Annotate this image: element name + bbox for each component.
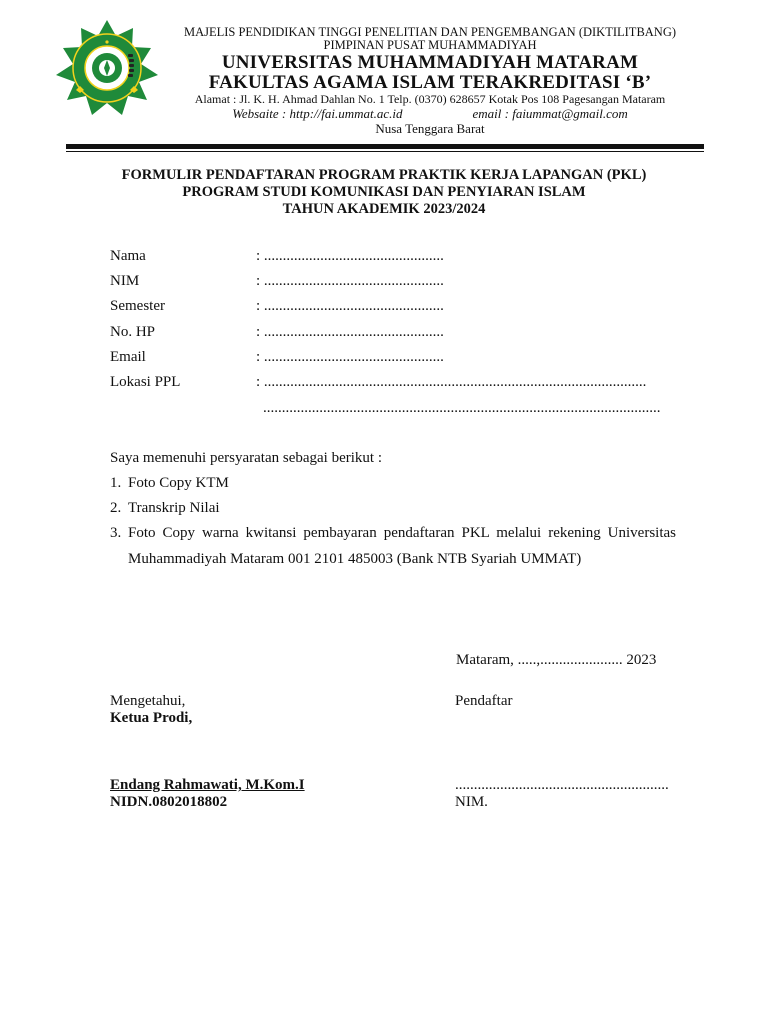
registrant-name-line[interactable]: ......................................................... (455, 777, 669, 793)
acknowledged-heading: Mengetahui, (110, 693, 186, 709)
field-value-lokasi-ppl[interactable]: : ...................................................................................................... (256, 374, 647, 390)
registrant-nim: NIM. (455, 794, 488, 810)
head-of-program-nidn: NIDN.0802018802 (110, 794, 228, 810)
header-address: Alamat : Jl. K. H. Ahmad Dahlan No. 1 Telp. (0370) 628657 Kotak Pos 108 Pagesangan Mataram (194, 92, 666, 106)
field-value-email[interactable]: : ................................................ (256, 349, 444, 365)
field-label-email: Email (110, 349, 146, 365)
header-divider-thin (66, 151, 704, 152)
requirements-intro: Saya memenuhi persyaratan sebagai berikut : (110, 450, 382, 466)
header-contact-line (130, 106, 730, 122)
head-of-program-role: Ketua Prodi, (110, 710, 193, 726)
field-value-semester[interactable]: : ................................................ (256, 298, 444, 314)
field-value-nama[interactable]: : ................................................ (256, 248, 444, 264)
head-of-program-name: Endang Rahmawati, M.Kom.I (110, 777, 305, 793)
header-email: email : faiummat@gmail.com (472, 106, 628, 121)
place-date-line: Mataram, .....,...................... 2023 (456, 652, 657, 668)
form-title-line-3: TAHUN AKADEMIK 2023/2024 (282, 201, 486, 217)
field-label-no-hp: No. HP (110, 324, 156, 340)
field-label-nim: NIM (110, 273, 140, 289)
field-label-nama: Nama (110, 248, 146, 264)
header-region: Nusa Tenggara Barat (375, 121, 485, 136)
form-title-line-2: PROGRAM STUDI KOMUNIKASI DAN PENYIARAN ISLAM (182, 184, 586, 200)
header-divider-thick (66, 144, 704, 149)
requirement-item-continuation: Muhammadiyah Mataram 001 2101 485003 (Bank NTB Syariah UMMAT) (128, 551, 582, 567)
header-faculty-name: FAKULTAS AGAMA ISLAM TERAKREDITASI ‘B’ (208, 72, 652, 93)
requirement-number: 2. (110, 500, 122, 516)
form-title-line-1: FORMULIR PENDAFTARAN PROGRAM PRAKTIK KERJA LAPANGAN (PKL) (121, 167, 647, 183)
requirement-item: Foto Copy KTM (128, 475, 229, 491)
requirement-item: Transkrip Nilai (128, 500, 220, 516)
header-university-name: UNIVERSITAS MUHAMMADIYAH MATARAM (221, 52, 639, 73)
field-label-lokasi-ppl: Lokasi PPL (110, 374, 181, 390)
field-label-semester: Semester (110, 298, 165, 314)
header-council-line-2: PIMPINAN PUSAT MUHAMMADIYAH (323, 38, 537, 52)
field-value-nim[interactable]: : ................................................ (256, 273, 444, 289)
requirement-number: 3. (110, 525, 122, 541)
registrant-heading: Pendaftar (455, 693, 513, 709)
requirement-number: 1. (110, 475, 122, 491)
requirement-item: Foto Copy warna kwitansi pembayaran pendaftaran PKL melalui rekening Universitas (128, 525, 676, 541)
field-value-no-hp[interactable]: : ................................................ (256, 324, 444, 340)
field-value-lokasi-ppl-continuation[interactable]: .......................................................................................................... (263, 400, 661, 416)
header-council-line: MAJELIS PENDIDIKAN TINGGI PENELITIAN DAN PENGEMBANGAN (DIKTILITBANG) (183, 25, 677, 39)
header-website: Websaite : http://fai.ummat.ac.id (232, 106, 403, 121)
